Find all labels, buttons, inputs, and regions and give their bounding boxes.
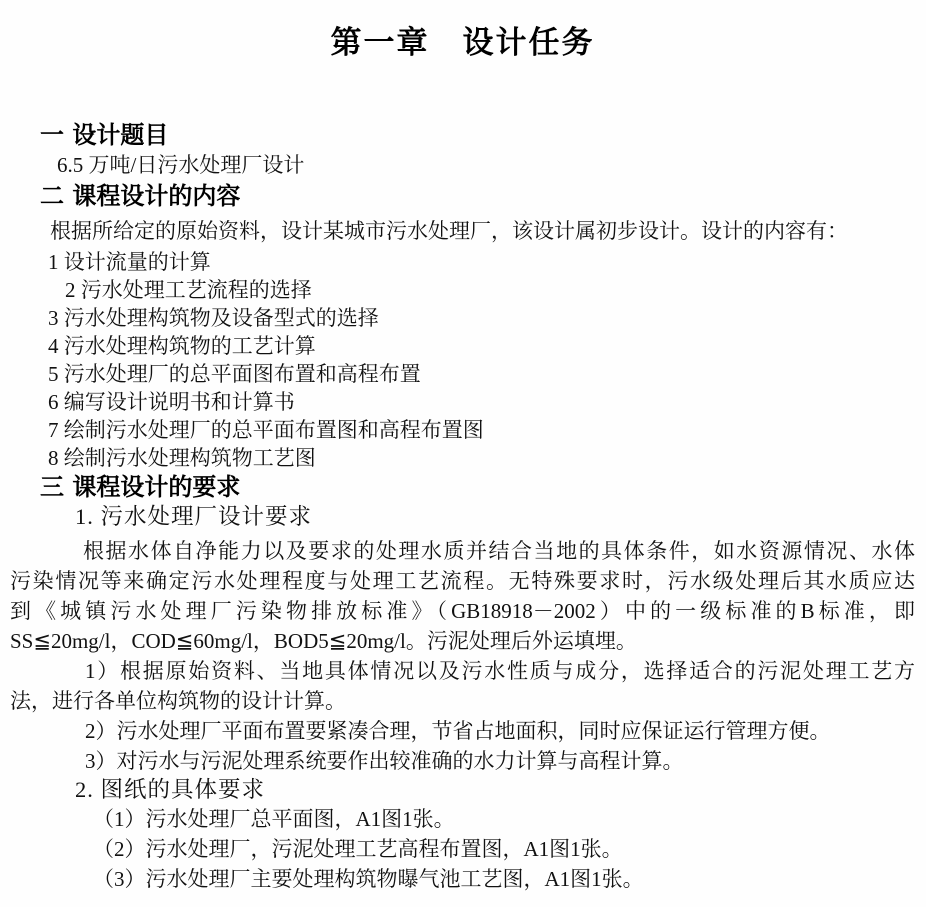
drawing-item-3: （3）污水处理厂主要处理构筑物曝气池工艺图，A1图1张。 [93,867,644,891]
design-requirements-paragraph [10,536,915,656]
content-item-8: 8 绘制污水处理构筑物工艺图 [48,446,316,470]
requirement-item-1 [10,656,915,716]
design-topic: 6.5 万吨/日污水处理厂设计 [57,153,305,177]
drawing-requirements-heading: 2. 图纸的具体要求 [75,777,266,802]
requirement-item-3: 3）对污水与污泥处理系统要作出较准确的水力计算与高程计算。 [85,749,684,773]
section2-heading: 二 课程设计的内容 [40,182,241,210]
content-item-4: 4 污水处理构筑物的工艺计算 [48,334,316,358]
requirement-line: 1）根据原始资料、当地具体情况以及污水性质与成分，选择适合的污泥处理工艺方 [85,659,915,683]
content-item-7: 7 绘制污水处理厂的总平面布置图和高程布置图 [48,418,484,442]
drawing-item-2: （2）污水处理厂，污泥处理工艺高程布置图，A1图1张。 [93,837,623,861]
paragraph-line: 污染情况等来确定污水处理程度与处理工艺流程。无特殊要求时，污水级处理后其水质应达 [10,569,915,593]
content-item-1: 1 设计流量的计算 [48,250,211,274]
paragraph-line: SS≦20mg/l，COD≦60mg/l，BOD5≦20mg/l。污泥处理后外运填埋。 [10,629,637,653]
content-item-5: 5 污水处理厂的总平面图布置和高程布置 [48,362,421,386]
section1-heading: 一 设计题目 [40,121,169,149]
design-requirements-heading: 1. 污水处理厂设计要求 [75,504,313,529]
drawing-item-list [10,804,915,894]
chapter-title: 第一章 设计任务 [330,25,595,61]
section2-item-list [10,248,915,472]
requirement-item-2: 2）污水处理厂平面布置要紧凑合理，节省占地面积，同时应保证运行管理方便。 [85,719,831,743]
content-item-2: 2 污水处理工艺流程的选择 [65,278,312,302]
section3-heading: 三 课程设计的要求 [40,473,241,501]
paragraph-line: 到《城镇污水处理厂污染物排放标准》（GB18918－2002）中的一级标准的B标准，即 [10,599,915,623]
drawing-item-1: （1）污水处理厂总平面图，A1图1张。 [93,807,455,831]
requirement-line: 法，进行各单位构筑物的设计计算。 [10,689,346,713]
paragraph-line: 根据水体自净能力以及要求的处理水质并结合当地的具体条件，如水资源情况、水体 [83,539,915,563]
content-item-6: 6 编写设计说明书和计算书 [48,390,295,414]
content-item-3: 3 污水处理构筑物及设备型式的选择 [48,306,379,330]
section2-intro: 根据所给定的原始资料，设计某城市污水处理厂，该设计属初步设计。设计的内容有： [50,219,848,243]
